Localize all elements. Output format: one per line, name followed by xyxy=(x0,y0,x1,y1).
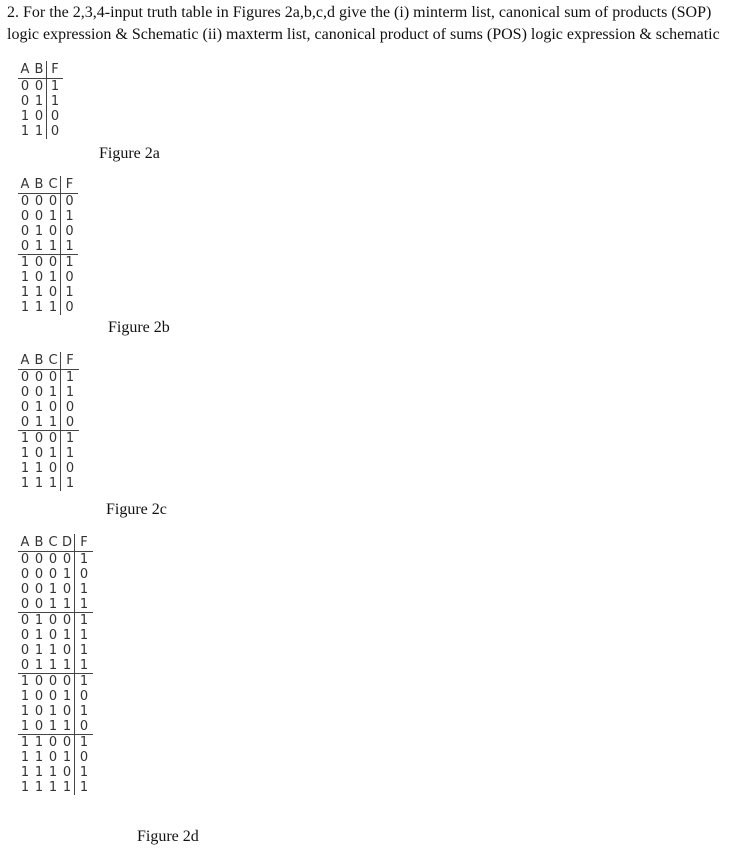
input-cell: 0 xyxy=(34,431,44,446)
input-cell: 0 xyxy=(20,79,30,94)
table-row xyxy=(18,689,93,704)
input-cell: 1 xyxy=(20,124,30,139)
input-cell: 0 xyxy=(20,370,30,385)
input-cell: 0 xyxy=(62,582,72,597)
output-cell: 1 xyxy=(74,582,93,597)
input-cell: 0 xyxy=(62,704,72,719)
input-cell: 1 xyxy=(48,446,58,461)
output-cell: 1 xyxy=(60,255,78,270)
table-row xyxy=(18,415,79,430)
input-cell: 1 xyxy=(48,658,58,673)
header-f: F xyxy=(46,61,63,78)
input-cell: 0 xyxy=(34,674,44,689)
input-cell: 1 xyxy=(48,476,58,491)
output-cell: 1 xyxy=(74,643,93,658)
input-cell: 1 xyxy=(20,704,30,719)
input-cell: 1 xyxy=(20,431,30,446)
table-row xyxy=(18,658,93,673)
input-cell: 1 xyxy=(34,124,44,139)
input-cell: 1 xyxy=(20,750,30,765)
input-cell: 0 xyxy=(48,194,58,209)
input-cell: 1 xyxy=(48,719,58,734)
input-cell: 0 xyxy=(20,239,30,254)
output-cell: 1 xyxy=(60,239,78,254)
input-cell: 1 xyxy=(20,300,30,315)
input-cell: 1 xyxy=(34,643,44,658)
input-cell: 0 xyxy=(34,552,44,567)
output-cell: 1 xyxy=(60,431,79,446)
header-d: D xyxy=(61,535,72,550)
input-cell: 1 xyxy=(34,765,44,780)
output-cell: 1 xyxy=(74,780,93,795)
truth-table-figure-2c xyxy=(18,352,79,491)
input-cell: 1 xyxy=(34,735,44,750)
input-cell: 0 xyxy=(20,415,30,430)
input-cell: 0 xyxy=(34,255,44,270)
input-cell: 1 xyxy=(48,704,58,719)
row-group xyxy=(18,613,93,674)
header-c: C xyxy=(48,353,58,368)
input-cell: 0 xyxy=(34,194,44,209)
output-cell: 1 xyxy=(74,674,93,689)
row-group xyxy=(18,735,93,795)
output-cell: 0 xyxy=(74,567,93,582)
table-row xyxy=(18,94,63,109)
output-cell: 1 xyxy=(60,209,78,224)
header-f: F xyxy=(74,534,93,551)
input-cell: 0 xyxy=(48,431,58,446)
input-cell: 1 xyxy=(34,780,44,795)
input-cell: 1 xyxy=(62,689,72,704)
output-cell: 0 xyxy=(60,461,79,476)
header-b: B xyxy=(34,177,44,192)
output-cell: 0 xyxy=(74,750,93,765)
input-cell: 1 xyxy=(48,385,58,400)
input-cell: 1 xyxy=(34,461,44,476)
question-line-2: logic expression & Schematic (ii) maxterm list, canonical product of sums (POS) logic expression & schematic xyxy=(7,26,720,43)
table-row xyxy=(18,300,78,315)
truth-table-figure-2d xyxy=(18,534,93,795)
input-cell: 1 xyxy=(48,239,58,254)
table-row xyxy=(18,628,93,643)
row-group xyxy=(18,255,78,315)
input-cell: 0 xyxy=(48,285,58,300)
input-cell: 0 xyxy=(48,370,58,385)
output-cell: 1 xyxy=(46,94,63,109)
output-cell: 1 xyxy=(60,385,79,400)
output-cell: 0 xyxy=(60,224,78,239)
figure-2a-caption: Figure 2a xyxy=(99,145,160,162)
input-cell: 1 xyxy=(34,94,44,109)
input-cell: 1 xyxy=(48,582,58,597)
figure-2d-caption: Figure 2d xyxy=(137,828,199,845)
output-cell: 1 xyxy=(74,552,93,567)
row-group xyxy=(18,194,78,255)
table-row xyxy=(18,124,63,139)
input-cell: 0 xyxy=(20,209,30,224)
input-cell: 0 xyxy=(62,735,72,750)
input-cell: 0 xyxy=(34,582,44,597)
input-cell: 1 xyxy=(20,735,30,750)
input-cell: 1 xyxy=(20,285,30,300)
table-row xyxy=(18,400,79,415)
input-cell: 1 xyxy=(20,446,30,461)
input-cell: 0 xyxy=(62,643,72,658)
input-cell: 0 xyxy=(20,658,30,673)
input-cell: 0 xyxy=(48,613,58,628)
table-row xyxy=(18,461,79,476)
input-cell: 1 xyxy=(34,400,44,415)
table-row xyxy=(18,194,78,209)
table-row xyxy=(18,239,78,254)
input-cell: 1 xyxy=(20,270,30,285)
question-line-1: 2. For the 2,3,4-input truth table in Figures 2a,b,c,d give the (i) minterm list, canonical sum of products (SOP) xyxy=(7,4,712,21)
table-row xyxy=(18,224,78,239)
input-cell: 0 xyxy=(20,194,30,209)
output-cell: 1 xyxy=(74,765,93,780)
table-row xyxy=(18,719,93,734)
input-cell: 1 xyxy=(20,109,30,124)
table-row xyxy=(18,255,78,270)
input-cell: 0 xyxy=(20,552,30,567)
input-cell: 0 xyxy=(48,750,58,765)
input-cell: 1 xyxy=(62,719,72,734)
figure-2b-caption: Figure 2b xyxy=(108,319,170,336)
input-cell: 1 xyxy=(48,300,58,315)
table-row xyxy=(18,674,93,689)
output-cell: 0 xyxy=(60,415,79,430)
output-cell: 1 xyxy=(74,735,93,750)
table-row xyxy=(18,209,78,224)
input-cell: 0 xyxy=(34,370,44,385)
output-cell: 0 xyxy=(60,400,79,415)
output-cell: 0 xyxy=(60,270,78,285)
output-cell: 1 xyxy=(74,658,93,673)
input-cell: 0 xyxy=(62,765,72,780)
input-cell: 0 xyxy=(34,209,44,224)
input-cell: 1 xyxy=(34,628,44,643)
table-row xyxy=(18,79,63,94)
header-b: B xyxy=(34,62,44,77)
output-cell: 1 xyxy=(74,613,93,628)
input-cell: 1 xyxy=(62,658,72,673)
input-cell: 0 xyxy=(20,643,30,658)
input-cell: 0 xyxy=(20,613,30,628)
input-cell: 0 xyxy=(20,567,30,582)
input-cell: 1 xyxy=(34,285,44,300)
header-f: F xyxy=(60,176,78,193)
truth-table-figure-2b xyxy=(18,176,78,315)
table-row xyxy=(18,109,63,124)
input-cell: 0 xyxy=(34,704,44,719)
input-cell: 0 xyxy=(34,270,44,285)
table-row xyxy=(18,704,93,719)
output-cell: 1 xyxy=(74,597,93,612)
row-group xyxy=(18,370,79,431)
table-row xyxy=(18,597,93,612)
input-cell: 0 xyxy=(20,94,30,109)
input-cell: 0 xyxy=(48,552,58,567)
input-cell: 0 xyxy=(48,255,58,270)
output-cell: 1 xyxy=(46,79,63,94)
table-row xyxy=(18,643,93,658)
input-cell: 0 xyxy=(48,567,58,582)
input-cell: 1 xyxy=(48,415,58,430)
header-a: A xyxy=(20,353,30,368)
input-cell: 0 xyxy=(20,597,30,612)
input-cell: 1 xyxy=(48,597,58,612)
input-cell: 0 xyxy=(34,597,44,612)
input-cell: 0 xyxy=(34,567,44,582)
input-cell: 1 xyxy=(34,224,44,239)
input-cell: 1 xyxy=(34,415,44,430)
input-cell: 1 xyxy=(48,643,58,658)
table-header xyxy=(18,352,79,370)
input-cell: 1 xyxy=(34,750,44,765)
input-cell: 0 xyxy=(48,461,58,476)
output-cell: 0 xyxy=(74,689,93,704)
header-c: C xyxy=(48,535,58,550)
table-row xyxy=(18,270,78,285)
input-cell: 0 xyxy=(20,224,30,239)
input-cell: 1 xyxy=(20,689,30,704)
table-row xyxy=(18,385,79,400)
truth-table-figure-2a xyxy=(18,61,63,139)
output-cell: 0 xyxy=(60,300,78,315)
output-cell: 1 xyxy=(60,446,79,461)
output-cell: 1 xyxy=(74,628,93,643)
table-row xyxy=(18,552,93,567)
row-group xyxy=(18,674,93,735)
table-row xyxy=(18,285,78,300)
table-header xyxy=(18,176,78,194)
header-b: B xyxy=(34,535,44,550)
output-cell: 0 xyxy=(46,124,63,139)
table-row xyxy=(18,567,93,582)
table-row xyxy=(18,613,93,628)
output-cell: 0 xyxy=(46,109,63,124)
input-cell: 0 xyxy=(62,613,72,628)
input-cell: 1 xyxy=(20,461,30,476)
input-cell: 1 xyxy=(20,674,30,689)
table-row xyxy=(18,446,79,461)
input-cell: 0 xyxy=(20,628,30,643)
table-row xyxy=(18,370,79,385)
input-cell: 1 xyxy=(34,658,44,673)
input-cell: 0 xyxy=(48,674,58,689)
table-row xyxy=(18,476,79,491)
header-b: B xyxy=(34,353,44,368)
input-cell: 1 xyxy=(62,750,72,765)
input-cell: 1 xyxy=(48,765,58,780)
input-cell: 0 xyxy=(20,400,30,415)
table-header xyxy=(18,61,63,79)
table-header xyxy=(18,534,93,552)
input-cell: 1 xyxy=(34,239,44,254)
input-cell: 1 xyxy=(20,476,30,491)
input-cell: 1 xyxy=(34,613,44,628)
input-cell: 0 xyxy=(48,400,58,415)
input-cell: 0 xyxy=(34,446,44,461)
output-cell: 1 xyxy=(60,285,78,300)
input-cell: 0 xyxy=(62,674,72,689)
input-cell: 0 xyxy=(34,79,44,94)
table-row xyxy=(18,582,93,597)
output-cell: 1 xyxy=(74,704,93,719)
header-f: F xyxy=(60,352,79,369)
figure-2c-caption: Figure 2c xyxy=(106,501,167,518)
input-cell: 0 xyxy=(34,719,44,734)
input-cell: 0 xyxy=(62,552,72,567)
input-cell: 1 xyxy=(62,567,72,582)
header-c: C xyxy=(48,177,58,192)
input-cell: 0 xyxy=(34,385,44,400)
input-cell: 0 xyxy=(48,689,58,704)
table-row xyxy=(18,735,93,750)
input-cell: 1 xyxy=(48,780,58,795)
table-row xyxy=(18,750,93,765)
row-group xyxy=(18,431,79,491)
header-a: A xyxy=(20,62,30,77)
table-row xyxy=(18,765,93,780)
output-cell: 1 xyxy=(60,476,79,491)
table-row xyxy=(18,780,93,795)
input-cell: 0 xyxy=(48,628,58,643)
header-a: A xyxy=(20,535,30,550)
input-cell: 1 xyxy=(62,628,72,643)
input-cell: 0 xyxy=(48,224,58,239)
input-cell: 0 xyxy=(20,385,30,400)
input-cell: 0 xyxy=(20,582,30,597)
input-cell: 1 xyxy=(48,270,58,285)
input-cell: 1 xyxy=(62,780,72,795)
input-cell: 0 xyxy=(48,735,58,750)
output-cell: 1 xyxy=(60,370,79,385)
input-cell: 1 xyxy=(34,300,44,315)
input-cell: 1 xyxy=(20,719,30,734)
input-cell: 1 xyxy=(34,476,44,491)
input-cell: 1 xyxy=(62,597,72,612)
output-cell: 0 xyxy=(60,194,78,209)
table-row xyxy=(18,431,79,446)
input-cell: 1 xyxy=(20,780,30,795)
row-group xyxy=(18,79,63,139)
input-cell: 1 xyxy=(20,765,30,780)
input-cell: 0 xyxy=(34,109,44,124)
question-text xyxy=(7,2,752,46)
row-group xyxy=(18,552,93,613)
input-cell: 0 xyxy=(34,689,44,704)
input-cell: 1 xyxy=(48,209,58,224)
input-cell: 1 xyxy=(20,255,30,270)
output-cell: 0 xyxy=(74,719,93,734)
header-a: A xyxy=(20,177,30,192)
